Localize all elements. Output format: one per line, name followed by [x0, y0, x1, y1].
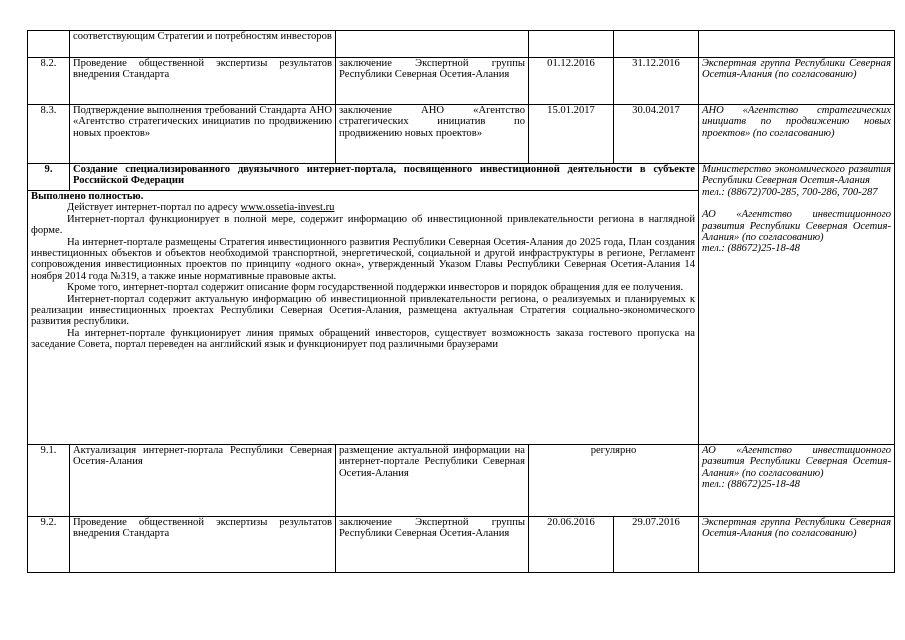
task-description: Проведение общественной экспертизы результатов внедрения Стандарта: [70, 517, 336, 573]
end-date: 29.07.2016: [614, 517, 699, 573]
row-number: 8.3.: [28, 105, 70, 164]
plan-table: [27, 30, 895, 573]
responsible: [699, 445, 895, 517]
table-row: [28, 58, 895, 105]
responsible-phone: тел.: (88672)25-18-48: [702, 479, 800, 491]
responsible: Экспертная группа Республики Северная Осетия-Алания (по согласованию): [699, 58, 895, 105]
responsible-org: Министерство экономического развития Республики Северная Осетия-Алания: [702, 164, 891, 187]
row-number: 9.: [28, 164, 70, 191]
responsible-org: АО «Агентство инвестиционного развития Республики Северная Осетия-Алания» (по согласованию): [702, 445, 891, 479]
table-row: [28, 31, 895, 58]
result-document: заключение Экспертной группы Республики Северная Осетия-Алания: [336, 58, 529, 105]
task-description: соответствующим Стратегии и потребностям инвесторов: [70, 31, 336, 58]
result-document: заключение Экспертной группы Республики Северная Осетия-Алания: [336, 517, 529, 573]
table-row: [28, 105, 895, 164]
paragraph: На интернет-портале размещены Стратегия инвестиционного развития Республики Северная Осетия-Алания до 2025 года, План создания инвестиционных объектов и объектов необходимой транспортной, энергетической, социальной и другой инфраструктуры в регионе, Регламент сопровождения инвестиционных проектов по принципу «одного окна», утвержденный Указом Главы Республики Северная Осетия-Алания 14 ноября 2014 года №319, а также иные нормативные правовые акты.: [31, 236, 695, 282]
paragraph: На интернет-портале функционирует линия прямых обращений инвесторов, существует возможность заказа гостевого пропуска на заседание Совета, портал переведен на английский язык и функционирует под различными браузерами: [31, 327, 695, 351]
paragraph: Кроме того, интернет-портал содержит описание форм государственной поддержки инвесторов и порядок обращения для ее получения.: [67, 282, 684, 294]
row-number: 8.2.: [28, 58, 70, 105]
task-description: Подтверждение выполнения требований Стандарта АНО «Агентство стратегических инициатив по продвижению новых проектов»: [70, 105, 336, 164]
row-number: 9.2.: [28, 517, 70, 573]
start-date: 15.01.2017: [529, 105, 614, 164]
responsible-org: АО «Агентство инвестиционного развития Республики Северная Осетия-Алания» (по согласованию): [702, 209, 891, 244]
result-document: заключение АНО «Агентство стратегических инициатив по продвижению новых проектов»: [336, 105, 529, 164]
period: регулярно: [529, 445, 699, 517]
responsible: Экспертная группа Республики Северная Осетия-Алания (по согласованию): [699, 517, 895, 573]
status-text: Выполнено полностью.: [31, 191, 144, 202]
paragraph: Действует интернет-портал по адресу www.ossetia-invest.ru: [67, 202, 335, 214]
table-row: [28, 445, 895, 517]
portal-link[interactable]: www.ossetia-invest.ru: [240, 202, 335, 214]
responsible-phone: тел.: (88672)700-285, 700-286, 700-287: [702, 186, 878, 198]
responsible: АНО «Агентство стратегических инициатв по продвижению новых проектов» (по согласованию): [699, 105, 895, 164]
table-row: [28, 164, 895, 191]
responsible: [699, 164, 895, 445]
result-document: размещение актуальной информации на интернет-портале Республики Северная Осетия-Алания: [336, 445, 529, 517]
paragraph: Интернет-портал содержит актуальную информацию об инвестиционной привлекательности региона, о реализуемых и планируемых к реализации инвестиционных проектах Республики Северная Осетия-Алания, размещена актуальная Стратегия социально-экономического развития республики.: [31, 293, 695, 328]
section-body: [28, 191, 699, 445]
end-date: 30.04.2017: [614, 105, 699, 164]
task-description: Проведение общественной экспертизы результатов внедрения Стандарта: [70, 58, 336, 105]
responsible-phone: тел.: (88672)25-18-48: [702, 243, 800, 255]
table-row: [28, 517, 895, 573]
end-date: 31.12.2016: [614, 58, 699, 105]
task-description: Актуализация интернет-портала Республики Северная Осетия-Алания: [70, 445, 336, 517]
start-date: 01.12.2016: [529, 58, 614, 105]
row-number: 9.1.: [28, 445, 70, 517]
section-title: Создание специализированного двуязычного интернет-портала, посвященного инвестиционной деятельности в субъекте Российской Федерации: [70, 164, 699, 191]
start-date: 20.06.2016: [529, 517, 614, 573]
paragraph: Интернет-портал функционирует в полной мере, содержит информацию об инвестиционной привлекательности региона в наглядной форме.: [31, 213, 695, 237]
